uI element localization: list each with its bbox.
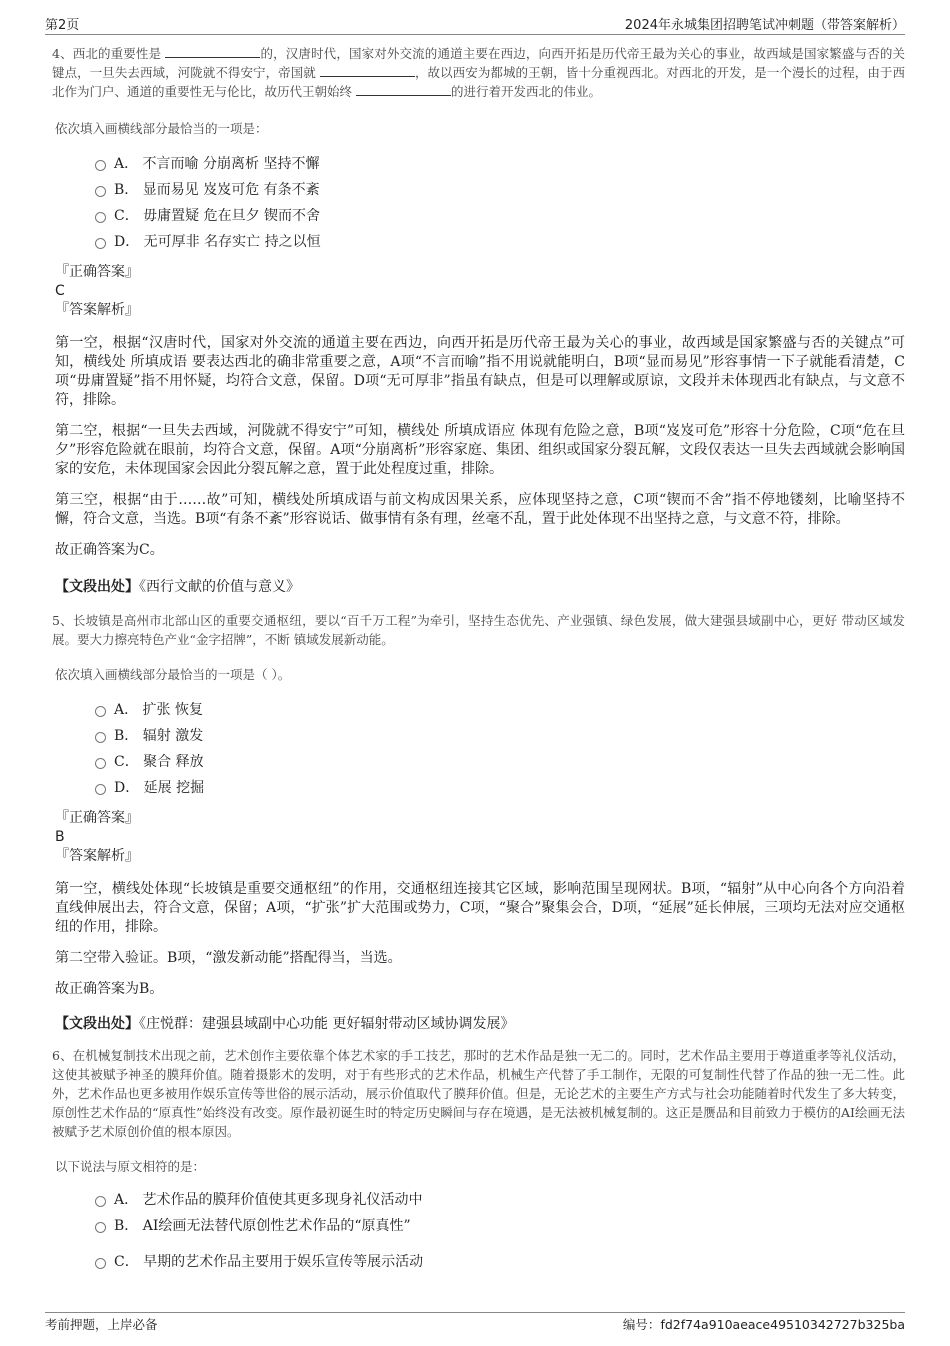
q4-source: 【文段出处】《西行文献的价值与意义》 — [55, 579, 300, 595]
q4-blank-2 — [320, 63, 415, 77]
q6-text: 6、在机械复制技术出现之前，艺术创作主要依靠个体艺术家的手工技艺，那时的艺术作品是独一无二的。同时，艺术作品主要用于尊道重孝等礼仪活动，这使其被赋予神圣的膜拜价值。随着摄影术的发明，对于有些形式的艺术作品，机械生产代替了手工制作，无限的可复制性代替了作品的独一无二性。此外，艺术作品也更多被用作娱乐宣传等世俗的展示活动，展示价值取代了膜拜价值。但是，无论艺术的主要生产方式与社会功能随着时代发生了多大转变，原创性艺术作品的“原真性”始终没有改变。原作最初诞生时的特定历史瞬间与存在境遇，是无法被机械复制的。这正是赝品和目前致力于模仿的AI绘画无法被赋予艺术原创价值的根本原因。 — [52, 1048, 905, 1139]
q4-blank-3 — [356, 82, 451, 96]
q4-analysis-1: 第一空，根据“汉唐时代，国家对外交流的通道主要在西边，向西开拓是历代帝王最为关心的事业，故西域是国家繁盛与否的关键点”可知，横线处 所填成语 要表达西北的确非常重要之意，A项“不言而喻”指不用说就能明白，B项“显而易见”形容事情一下子就能看清楚，C项“毋庸置疑”指不用怀疑，均符合文意，保留。D项“无可厚非”指虽有缺点，但是可以理解或原谅，文段并未体现西北有缺点，与文意不符，排除。 — [55, 335, 905, 408]
page-number: 第2页 — [45, 18, 80, 33]
radio-icon[interactable] — [95, 1222, 106, 1233]
document-title: 2024年永城集团招聘笔试冲刺题（带答案解析） — [624, 18, 905, 33]
q5-answer: B — [55, 829, 65, 845]
q4-answer-label: 『正确答案』 — [55, 264, 139, 280]
radio-icon[interactable] — [95, 732, 106, 743]
q5-prompt: 依次填入画横线部分最恰当的一项是（ ）。 — [55, 667, 291, 682]
document-body — [52, 44, 905, 1275]
q6-options — [55, 1187, 905, 1275]
q4-analysis-label: 『答案解析』 — [55, 302, 139, 318]
q4-analysis-3: 第三空，根据“由于……故”可知，横线处所填成语与前文构成因果关系，应体现坚持之意，C项“锲而不舍”指不停地镂刻，比喻坚持不懈，符合文意，当选。B项“有条不紊”形容说话、做事情有条有理，丝毫不乱，置于此处体现不出坚持之意，与文意不符，排除。 — [55, 492, 905, 527]
radio-icon[interactable] — [95, 758, 106, 769]
page-footer — [45, 1312, 905, 1346]
q5-analysis-label: 『答案解析』 — [55, 848, 139, 864]
q6-option-a[interactable]: A． 艺术作品的膜拜价值使其更多现身礼仪活动中 — [95, 1187, 905, 1213]
q5-option-a[interactable]: A． 扩张 恢复 — [95, 697, 905, 723]
q5-text: 5、长坡镇是高州市北部山区的重要交通枢纽，要以“百千万工程”为牵引，坚持生态优先、产业强镇、绿色发展，做大建强县域副中心，更好 带动区域发展。要大力擦亮特色产业“金字招牌”，不断 镇域发展新动能。 — [52, 613, 905, 647]
code-value: fd2f74a910aeace49510342727b325ba — [660, 1317, 905, 1332]
q5-analysis-2: 第二空带入验证。B项，“激发新动能”搭配得当，当选。 — [55, 950, 402, 966]
q6-prompt: 以下说法与原文相符的是： — [55, 1159, 206, 1174]
footer-slogan: 考前押题，上岸必备 — [45, 1317, 158, 1332]
q5-analysis-1: 第一空，横线处体现“长坡镇是重要交通枢纽”的作用，交通枢纽连接其它区域，影响范围呈现网状。B项，“辐射”从中心向各个方向沿着直线伸展出去，符合文意，保留；A项，“扩张”扩大范围或势力，C项，“聚合”聚集会合，D项，“延展”延长伸展，三项均无法对应交通枢纽的作用，排除。 — [55, 881, 905, 935]
q4-option-b[interactable]: B． 显而易见 岌岌可危 有条不紊 — [95, 177, 905, 203]
radio-icon[interactable] — [95, 1258, 106, 1269]
q5-options — [55, 697, 905, 801]
q5-source: 【文段出处】《庄悦群：建强县域副中心功能 更好辐射带动区域协调发展》 — [55, 1016, 515, 1032]
radio-icon[interactable] — [95, 1196, 106, 1207]
q4-answer: C — [55, 283, 65, 299]
radio-icon[interactable] — [95, 238, 106, 249]
q4-prompt: 依次填入画横线部分最恰当的一项是： — [55, 121, 268, 136]
q4-text: 4、西北的重要性是 的，汉唐时代，国家对外交流的通道主要在西边，向西开拓是历代帝王最为关心的事业，故西域是国家繁盛与否的关键点，一旦失去西域，河陇就不得安宁，帝国就 ，故以西安为都城的王朝，皆十分重视西北。对西北的开发，是一个漫长的过程，由于西北作为门户、通道的重要性无与伦比，故历代王朝始终 的进行着开发西北的伟业。 — [52, 46, 905, 99]
q5-answer-label: 『正确答案』 — [55, 810, 139, 826]
radio-icon[interactable] — [95, 212, 106, 223]
q4-option-d[interactable]: D． 无可厚非 名存实亡 持之以恒 — [95, 229, 905, 255]
radio-icon[interactable] — [95, 160, 106, 171]
q4-analysis-2: 第二空，根据“一旦失去西域，河陇就不得安宁”可知，横线处 所填成语应 体现有危险之意，B项“岌岌可危”形容十分危险，C项“危在旦夕”形容危险就在眼前，均符合文意，保留。A项“分崩离析”形容家庭、集团、组织或国家分裂瓦解，文段仅表达一旦失去西域就会影响国家的安危，未体现国家会因此分裂瓦解之意，置于此处程度过重，排除。 — [55, 423, 905, 477]
radio-icon[interactable] — [95, 784, 106, 795]
q5-option-d[interactable]: D． 延展 挖掘 — [95, 775, 905, 801]
document-code: 编号：fd2f74a910aeace49510342727b325ba — [622, 1317, 905, 1332]
q6-option-b[interactable]: B． AI绘画无法替代原创性艺术作品的“原真性” — [95, 1213, 905, 1239]
radio-icon[interactable] — [95, 706, 106, 717]
q5-analysis-3: 故正确答案为B。 — [55, 981, 164, 997]
q5-option-c[interactable]: C． 聚合 释放 — [95, 749, 905, 775]
radio-icon[interactable] — [95, 186, 106, 197]
q5-option-b[interactable]: B． 辐射 激发 — [95, 723, 905, 749]
q6-option-c[interactable]: C． 早期的艺术作品主要用于娱乐宣传等展示活动 — [95, 1249, 905, 1275]
q4-options — [55, 151, 905, 255]
page-header — [45, 0, 905, 35]
q4-option-c[interactable]: C． 毋庸置疑 危在旦夕 锲而不舍 — [95, 203, 905, 229]
q4-option-a[interactable]: A． 不言而喻 分崩离析 坚持不懈 — [95, 151, 905, 177]
q4-analysis-4: 故正确答案为C。 — [55, 542, 164, 558]
q4-blank-1 — [165, 44, 260, 58]
